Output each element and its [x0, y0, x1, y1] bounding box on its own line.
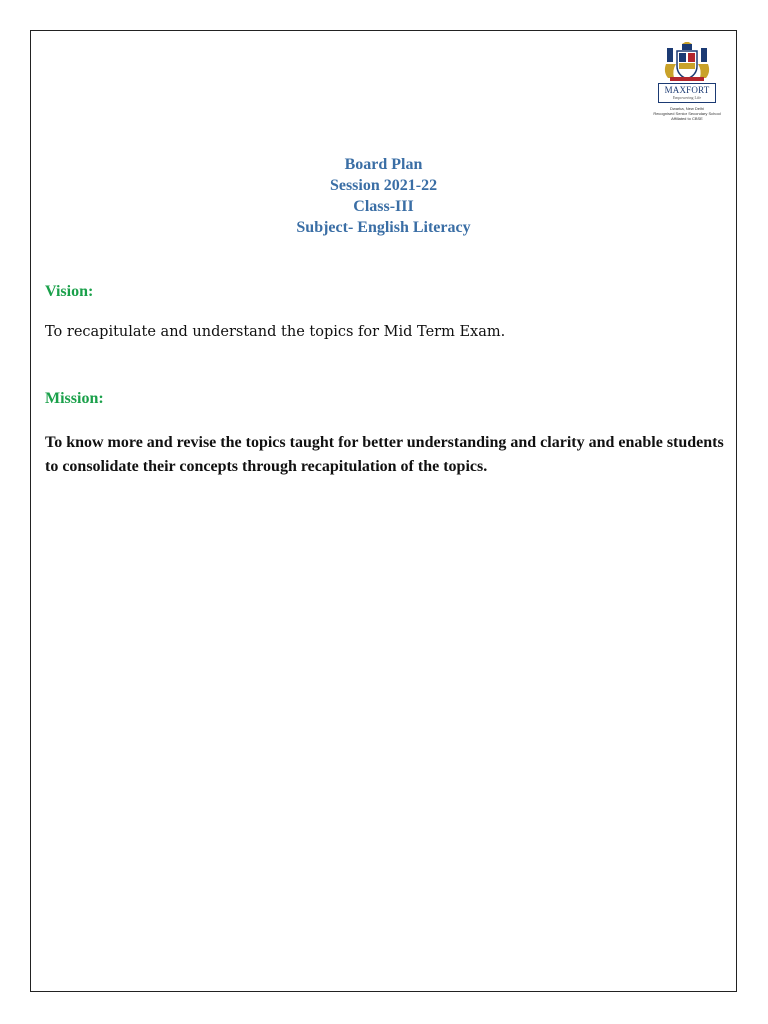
- logo-wordmark: [658, 83, 716, 103]
- logo-line: Dwarka, New Delhi: [669, 106, 704, 111]
- logo-tagline: Empowering Life: [672, 95, 702, 100]
- session-line: Session 2021-22: [329, 177, 438, 194]
- vision-text: To recapitulate and understand the topics for Mid Term Exam.: [45, 324, 506, 340]
- subject-line: Subject- English Literacy: [296, 219, 471, 236]
- logo-line: Affiliated to CBSE: [671, 116, 703, 121]
- school-logo: [646, 42, 728, 121]
- document-header: [30, 154, 737, 238]
- mission-text: To know more and revise the topics taught for better understanding and clarity and enable students to consolidate their concepts through recapitulation of the topics.: [45, 434, 724, 475]
- vision-heading: Vision:: [45, 283, 94, 300]
- document-title: Board Plan: [344, 156, 423, 173]
- logo-name: MAXFORT: [664, 85, 710, 95]
- logo-address: [646, 106, 728, 121]
- class-line: Class-III: [353, 198, 414, 215]
- logo-line: Recognised Senior Secondary School: [653, 111, 721, 116]
- mission-heading: Mission:: [45, 390, 104, 407]
- school-crest-icon: [662, 42, 712, 82]
